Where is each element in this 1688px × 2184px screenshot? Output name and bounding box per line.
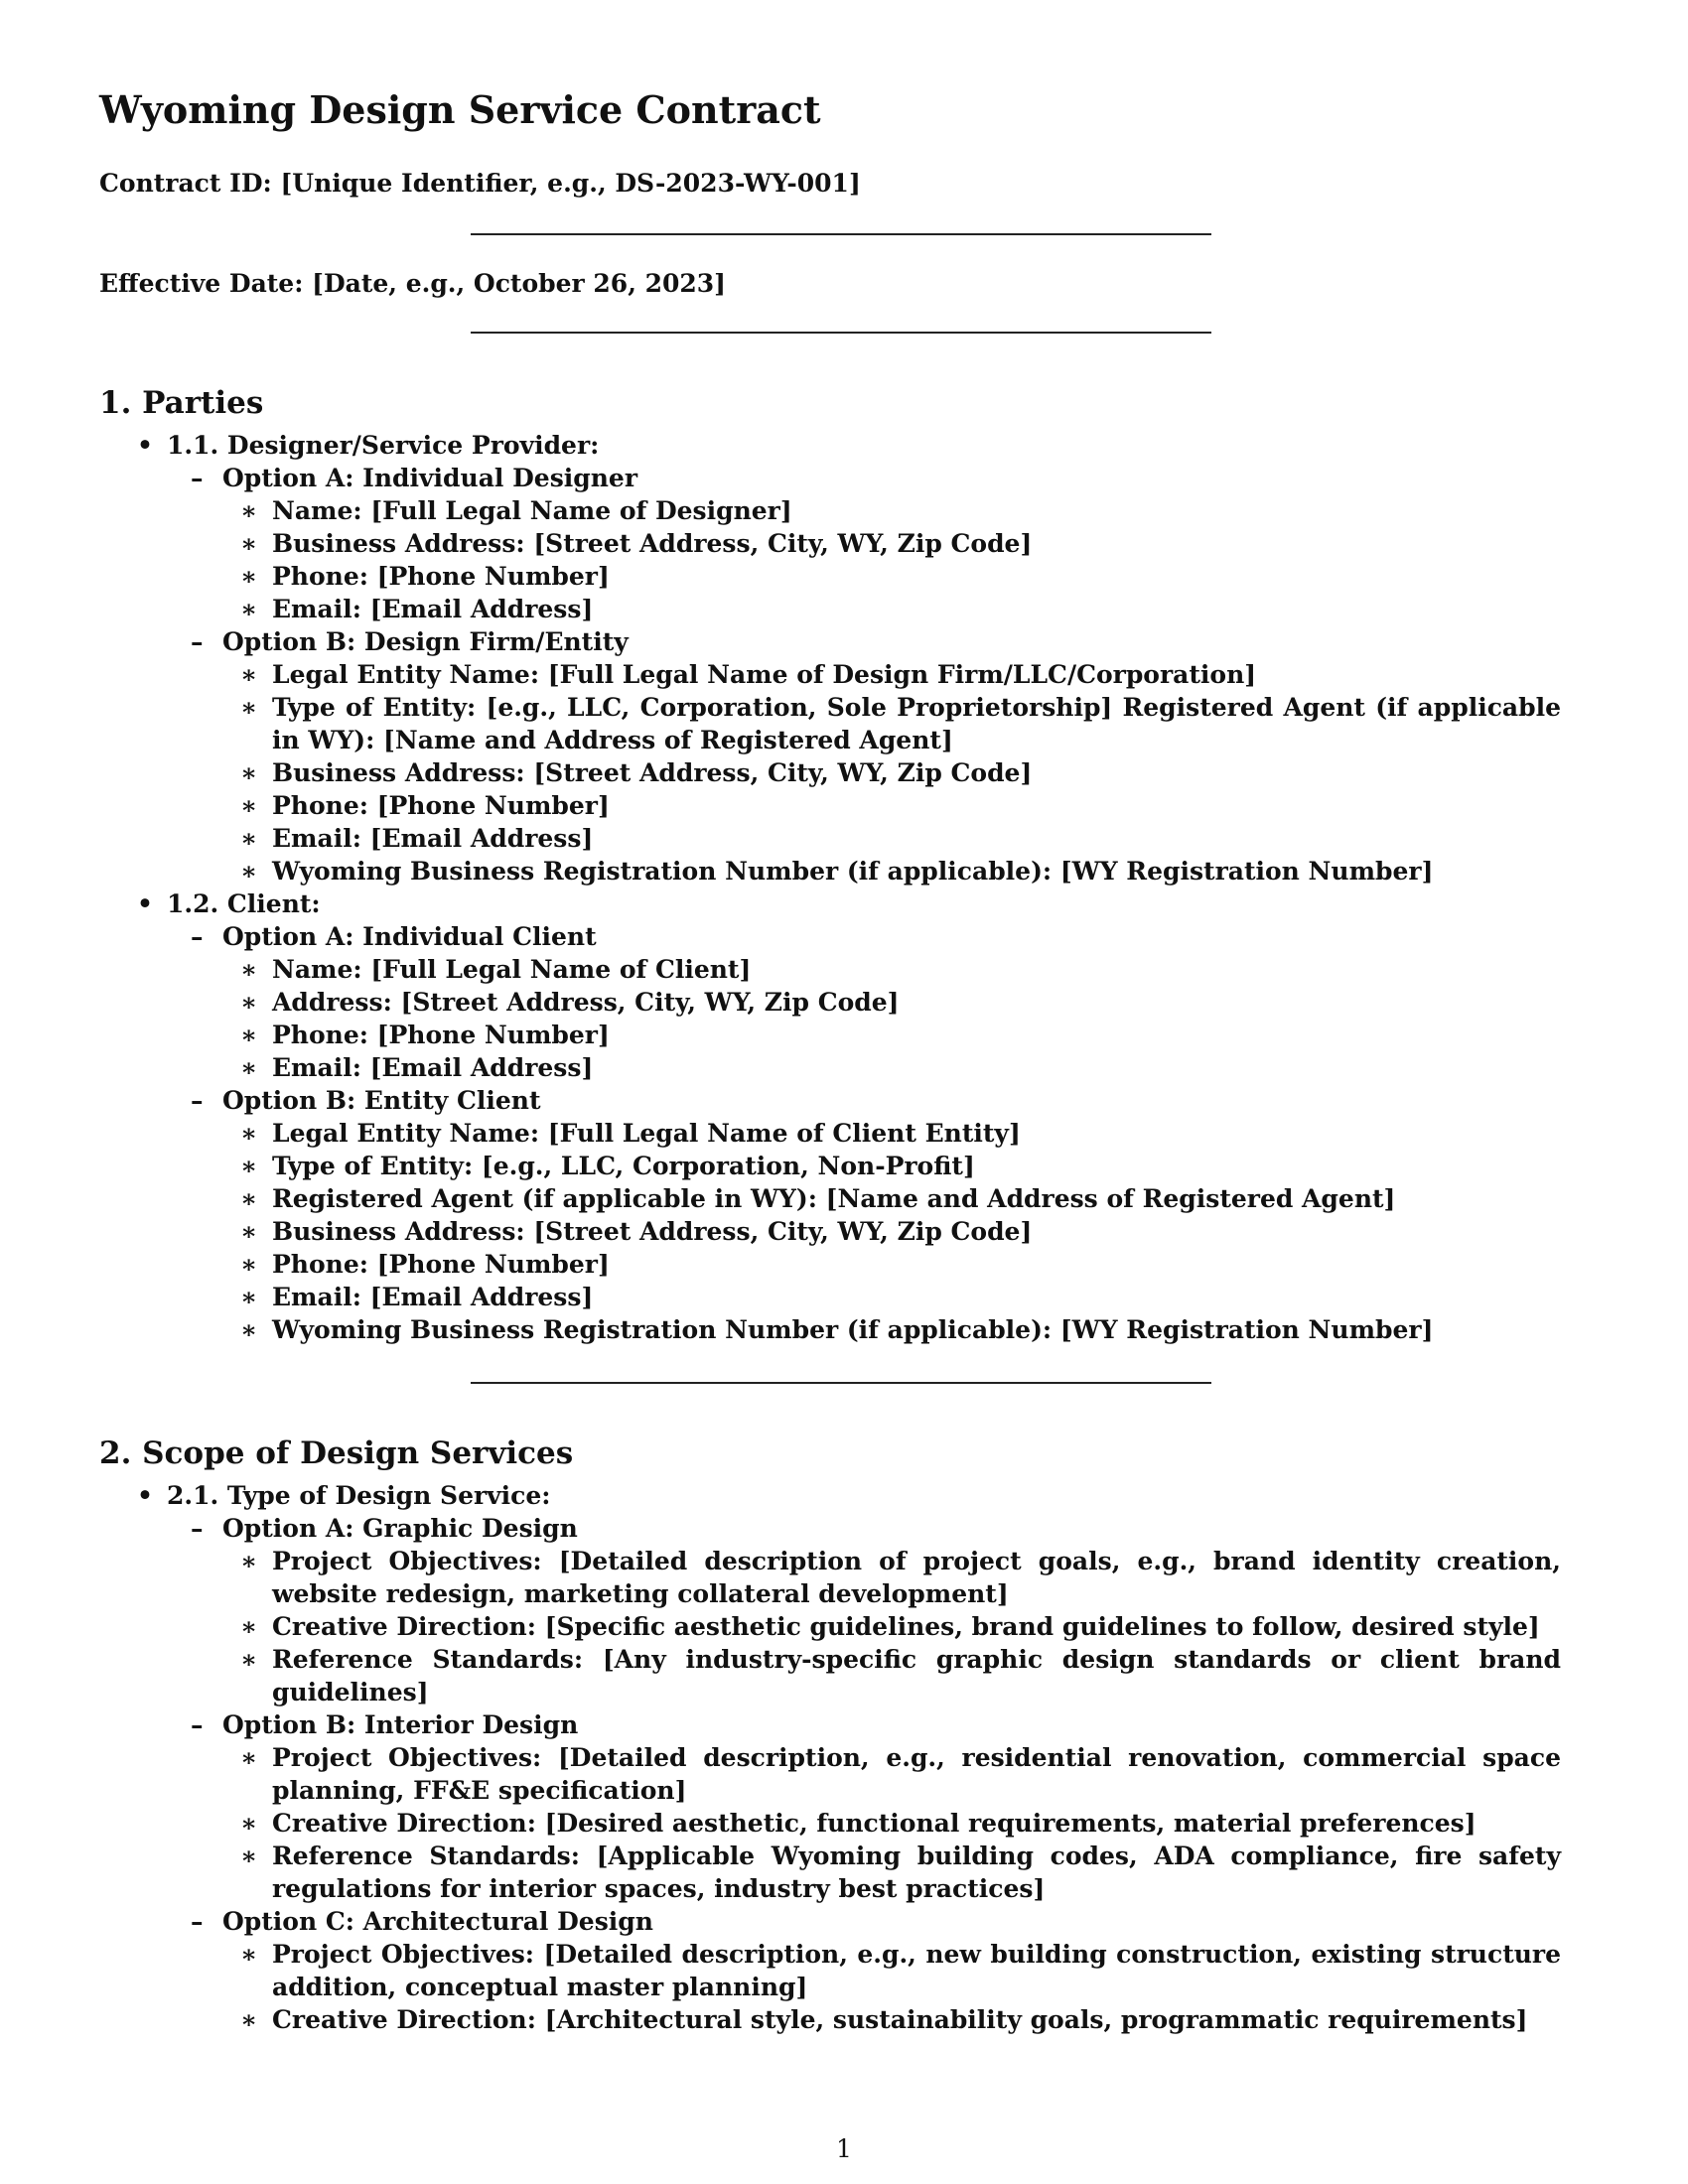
scope-option-b-list [222, 1741, 1561, 1905]
list-item: ∗ Email: [Email Address] [222, 1051, 1561, 1084]
option-label: Option B: Design Firm/Entity [222, 627, 629, 656]
list-item: ∗ Wyoming Business Registration Number (if applicable): [WY Registration Number] [222, 1313, 1561, 1346]
list-item: ∗ Phone: [Phone Number] [222, 1248, 1561, 1281]
list-item: ∗ Wyoming Business Registration Number (if applicable): [WY Registration Number] [222, 855, 1561, 887]
list-item: ∗ Registered Agent (if applicable in WY): [Name and Address of Registered Agent] [222, 1182, 1561, 1215]
client-item [99, 887, 1589, 1346]
list-item: ∗ Business Address: [Street Address, City, WY, Zip Code] [222, 1215, 1561, 1248]
list-item: ∗ Email: [Email Address] [222, 1281, 1561, 1313]
option-label: Option B: Interior Design [222, 1710, 579, 1739]
client-options [191, 920, 1561, 1346]
option-label: Option A: Individual Client [222, 922, 597, 951]
list-item: ∗ Type of Entity: [e.g., LLC, Corporation, Sole Proprietorship] Registered Agent (if applicable in WY): [Name and Address of Registered Agent] [222, 691, 1561, 756]
list-item: ∗ Creative Direction: [Desired aesthetic, functional requirements, material preferences] [222, 1807, 1561, 1840]
list-item: ∗ Legal Entity Name: [Full Legal Name of Design Firm/LLC/Corporation] [222, 658, 1561, 691]
designer-label: 1.1. Designer/Service Provider: [167, 431, 600, 460]
option-label: Option B: Entity Client [222, 1086, 541, 1115]
list-item: ∗ Phone: [Phone Number] [222, 789, 1561, 822]
design-type-label: 2.1. Type of Design Service: [167, 1481, 551, 1510]
contract-id: Contract ID: [Unique Identifier, e.g., DS-2023-WY-001] [99, 169, 861, 198]
option-label: Option A: Graphic Design [222, 1514, 578, 1543]
scope-option-c [191, 1905, 1561, 2036]
list-item: ∗ Project Objectives: [Detailed description, e.g., new building construction, existing structure addition, conceptual master planning] [222, 1938, 1561, 2003]
horizontal-rule [471, 1382, 1211, 1384]
list-item: ∗ Project Objectives: [Detailed description of project goals, e.g., brand identity creation, website redesign, marketing collateral development] [222, 1545, 1561, 1610]
scope-option-c-list [222, 1938, 1561, 2036]
list-item: ∗ Phone: [Phone Number] [222, 560, 1561, 593]
list-item: ∗ Email: [Email Address] [222, 822, 1561, 855]
list-item: ∗ Creative Direction: [Architectural style, sustainability goals, programmatic requirements] [222, 2003, 1561, 2036]
client-option-b-list [222, 1117, 1561, 1346]
designer-option-b-list [222, 658, 1561, 887]
list-item: ∗ Type of Entity: [e.g., LLC, Corporation, Non-Profit] [222, 1150, 1561, 1182]
document-page [99, 87, 1589, 2036]
list-item: ∗ Business Address: [Street Address, City, WY, Zip Code] [222, 756, 1561, 789]
document-title: Wyoming Design Service Contract [99, 87, 821, 132]
scope-option-a [191, 1512, 1561, 1708]
designer-item [99, 429, 1589, 887]
designer-options [191, 462, 1561, 887]
list-item: ∗ Name: [Full Legal Name of Client] [222, 953, 1561, 986]
option-label: Option C: Architectural Design [222, 1907, 653, 1936]
list-item: ∗ Reference Standards: [Applicable Wyoming building codes, ADA compliance, fire safety regulations for interior spaces, industry best practices] [222, 1840, 1561, 1905]
client-option-a [191, 920, 1561, 1084]
list-item: ∗ Address: [Street Address, City, WY, Zip Code] [222, 986, 1561, 1019]
client-option-b [191, 1084, 1561, 1346]
list-item: ∗ Creative Direction: [Specific aesthetic guidelines, brand guidelines to follow, desired style] [222, 1610, 1561, 1643]
list-item: ∗ Email: [Email Address] [222, 593, 1561, 625]
designer-option-b [191, 625, 1561, 887]
designer-option-a [191, 462, 1561, 625]
parties-list [99, 429, 1589, 1346]
design-type-item [99, 1479, 1589, 2036]
scope-option-a-list [222, 1545, 1561, 1708]
effective-date: Effective Date: [Date, e.g., October 26, 2023] [99, 269, 727, 298]
list-item: ∗ Name: [Full Legal Name of Designer] [222, 494, 1561, 527]
section-heading-parties: 1. Parties [99, 385, 264, 421]
client-label: 1.2. Client: [167, 889, 321, 918]
list-item: ∗ Phone: [Phone Number] [222, 1019, 1561, 1051]
scope-option-b [191, 1708, 1561, 1905]
list-item: ∗ Legal Entity Name: [Full Legal Name of Client Entity] [222, 1117, 1561, 1150]
section-heading-scope: 2. Scope of Design Services [99, 1435, 574, 1471]
page-number: 1 [836, 2134, 852, 2163]
scope-list [99, 1479, 1589, 2036]
horizontal-rule [471, 233, 1211, 235]
list-item: ∗ Reference Standards: [Any industry-specific graphic design standards or client brand guidelines] [222, 1643, 1561, 1708]
designer-option-a-list [222, 494, 1561, 625]
horizontal-rule [471, 332, 1211, 334]
list-item: ∗ Business Address: [Street Address, City, WY, Zip Code] [222, 527, 1561, 560]
list-item: ∗ Project Objectives: [Detailed description, e.g., residential renovation, commercial space planning, FF&E specification] [222, 1741, 1561, 1807]
option-label: Option A: Individual Designer [222, 464, 638, 492]
design-type-options [191, 1512, 1561, 2036]
client-option-a-list [222, 953, 1561, 1084]
